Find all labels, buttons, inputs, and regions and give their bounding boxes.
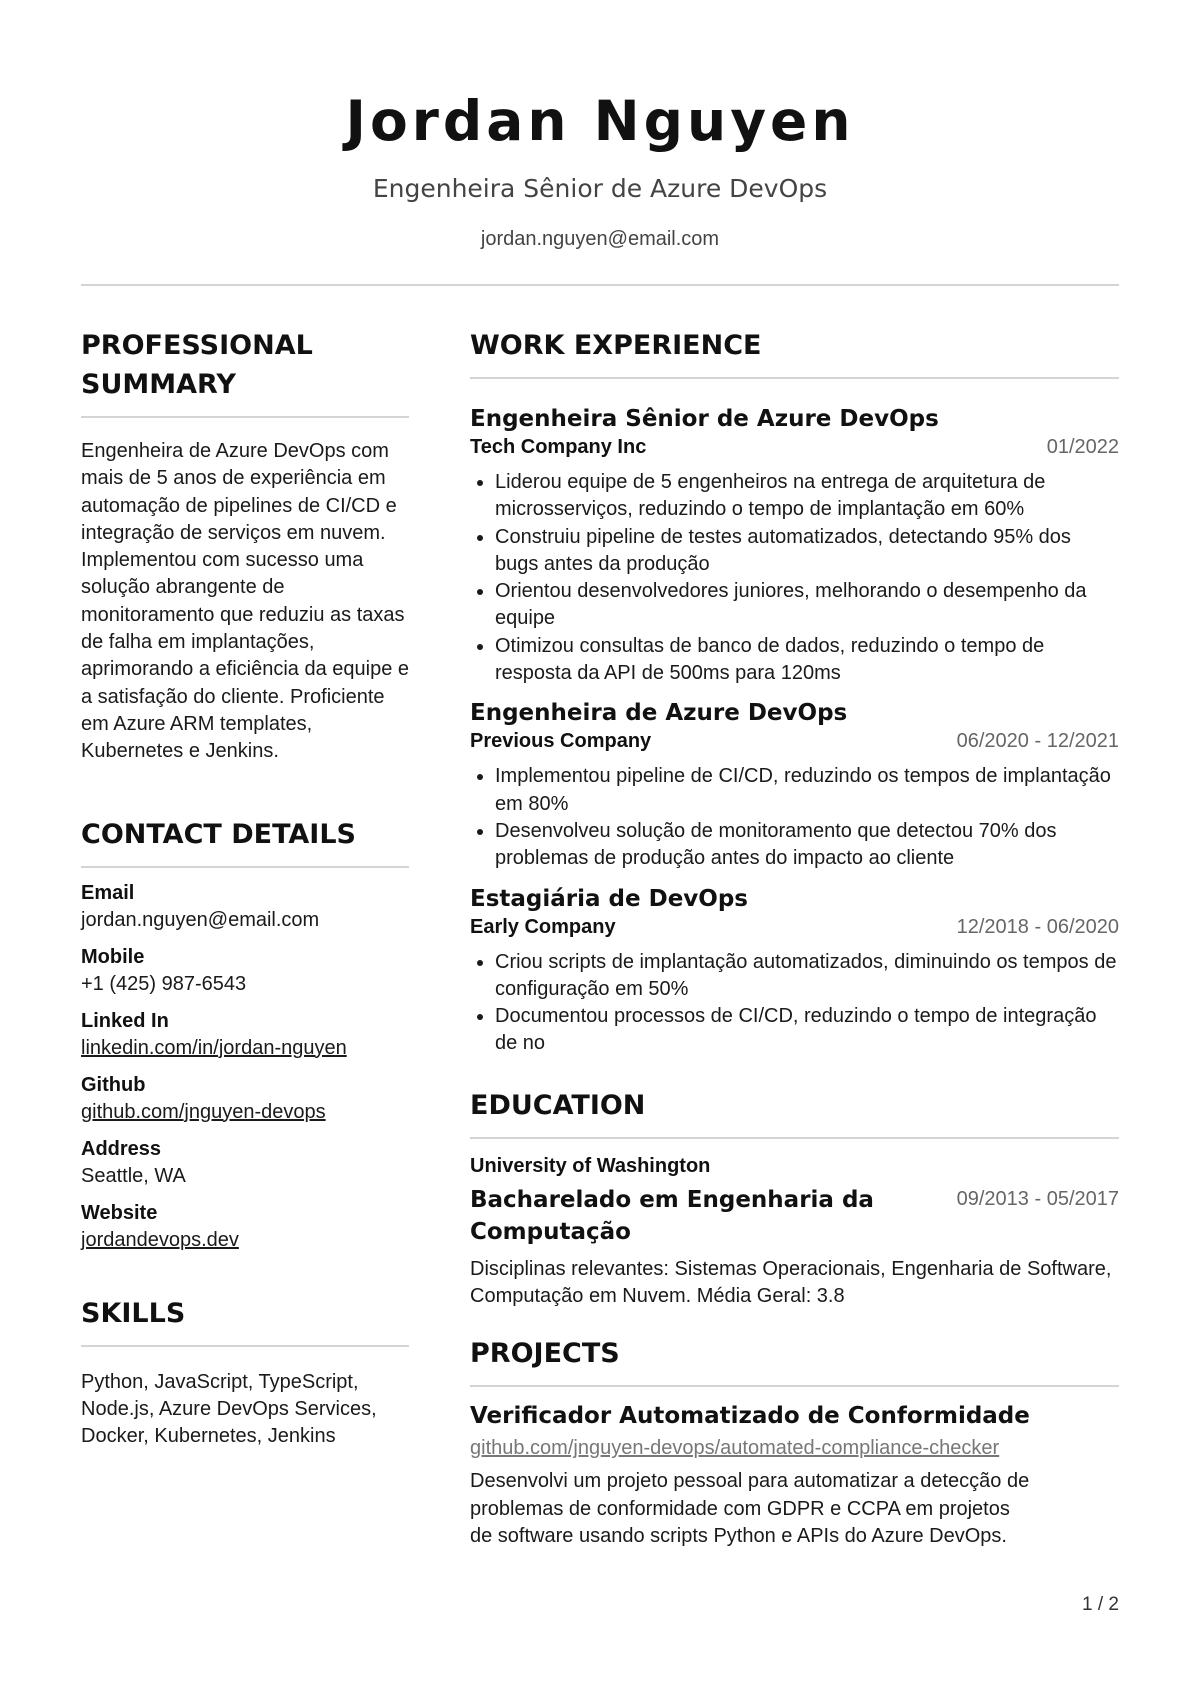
job-entry bbox=[470, 404, 1119, 687]
summary-heading bbox=[81, 326, 409, 404]
contact-label-linkedin: Linked In bbox=[81, 1009, 169, 1032]
contact-value-email: jordan.nguyen@email.com bbox=[81, 908, 320, 931]
resume-header bbox=[81, 0, 1119, 252]
linkedin-link[interactable]: linkedin.com/in/jordan-nguyen bbox=[81, 1036, 347, 1059]
education-divider bbox=[470, 1137, 1119, 1139]
skills-section bbox=[81, 1294, 409, 1451]
skills-divider bbox=[81, 1345, 409, 1347]
contact-label-email: Email bbox=[81, 881, 135, 904]
experience-section bbox=[470, 326, 1119, 1058]
left-column bbox=[81, 326, 409, 1450]
right-column bbox=[470, 326, 1119, 1550]
job-entry bbox=[470, 884, 1119, 1058]
projects-section bbox=[470, 1334, 1119, 1550]
experience-divider bbox=[470, 377, 1119, 379]
summary-heading-line1: PROFESSIONAL bbox=[81, 330, 313, 361]
education-date: 09/2013 - 05/2017 bbox=[956, 1187, 1119, 1210]
job-entry bbox=[470, 698, 1119, 872]
job-meta bbox=[470, 434, 1119, 461]
job-title: Engenheira de Azure DevOps bbox=[470, 700, 848, 727]
contact-value-address: Seattle, WA bbox=[81, 1164, 186, 1187]
contact-heading: CONTACT DETAILS bbox=[81, 818, 356, 850]
contact-section bbox=[81, 815, 409, 1254]
project-title: Verificador Automatizado de Conformidade bbox=[470, 1403, 1030, 1430]
projects-heading: PROJECTS bbox=[470, 1338, 620, 1370]
job-date: 12/2018 - 06/2020 bbox=[956, 915, 1119, 938]
summary-text: Engenheira de Azure DevOps com mais de 5 anos de experiência em automação de pipelines de CI/CD e integração de serviços em nuvem. Implementou com sucesso uma solução abrangente de monitoramento que reduziu as taxas de falha em implantações, aprimorando a eficiência da equipe e a satisfação do cliente. Proficiente em Azure ARM templates, Kubernetes e Jenkins. bbox=[81, 440, 409, 763]
summary-divider bbox=[81, 416, 409, 418]
header-divider bbox=[81, 284, 1119, 286]
contact-label-website: Website bbox=[81, 1201, 158, 1224]
job-bullet: • Criou scripts de implantação automatizados, diminuindo os tempos de configuração em 50% bbox=[495, 949, 1119, 1004]
github-link[interactable]: github.com/jnguyen-devops bbox=[81, 1100, 326, 1123]
job-meta bbox=[470, 728, 1119, 755]
job-bullets bbox=[470, 949, 1119, 1058]
project-link[interactable]: github.com/jnguyen-devops/automated-compliance-checker bbox=[470, 1437, 1000, 1460]
education-description: Disciplinas relevantes: Sistemas Operacionais, Engenharia de Software, Computação em Nuvem. Média Geral: 3.8 bbox=[470, 1257, 1112, 1308]
job-bullet: • Otimizou consultas de banco de dados, reduzindo o tempo de resposta da API de 500ms para 120ms bbox=[495, 633, 1119, 688]
resume-page bbox=[81, 0, 1119, 1547]
summary-heading-line2: SUMMARY bbox=[81, 369, 236, 400]
education-row bbox=[470, 1184, 1119, 1248]
job-bullets bbox=[470, 763, 1119, 872]
job-bullet: • Implementou pipeline de CI/CD, reduzindo os tempos de implantação em 80% bbox=[495, 763, 1119, 818]
contact-divider bbox=[81, 866, 409, 868]
job-company: Previous Company bbox=[470, 730, 652, 753]
job-bullet: • Construiu pipeline de testes automatizados, detectando 95% dos bugs antes da produção bbox=[495, 524, 1119, 579]
education-section bbox=[470, 1086, 1119, 1311]
job-bullet: • Liderou equipe de 5 engenheiros na entrega de arquitetura de microsserviços, reduzindo o tempo de implantação em 60% bbox=[495, 469, 1119, 524]
education-degree: Bacharelado em Engenharia da Computação bbox=[470, 1186, 874, 1245]
contact-list bbox=[81, 880, 409, 1254]
job-title: Estagiária de DevOps bbox=[470, 885, 748, 912]
education-school: University of Washington bbox=[470, 1154, 711, 1177]
skills-text: Python, JavaScript, TypeScript, Node.js, Azure DevOps Services, Docker, Kubernetes, Jenkins bbox=[81, 1370, 377, 1448]
job-bullet: • Documentou processos de CI/CD, reduzindo o tempo de integração de no bbox=[495, 1003, 1119, 1058]
job-meta bbox=[470, 914, 1119, 941]
skills-heading: SKILLS bbox=[81, 1297, 186, 1329]
contact-label-address: Address bbox=[81, 1137, 162, 1160]
contact-value-mobile: +1 (425) 987-6543 bbox=[81, 972, 247, 995]
job-title: Engenheira Sênior de Azure DevOps bbox=[470, 406, 939, 432]
contact-label-github: Github bbox=[81, 1073, 146, 1096]
website-link[interactable]: jordandevops.dev bbox=[81, 1228, 239, 1251]
job-bullet: • Desenvolveu solução de monitoramento que detectou 70% dos problemas de produção antes do impacto ao cliente bbox=[495, 818, 1119, 873]
projects-divider bbox=[470, 1385, 1119, 1387]
job-bullet: • Orientou desenvolvedores juniores, melhorando o desempenho da equipe bbox=[495, 578, 1119, 633]
project-description: Desenvolvi um projeto pessoal para automatizar a detecção de problemas de conformidade com GDPR e CCPA em projetos de software usando scripts Python e APIs do Azure DevOps. bbox=[470, 1470, 1030, 1547]
job-date: 06/2020 - 12/2021 bbox=[956, 730, 1119, 753]
job-date: 01/2022 bbox=[1046, 436, 1119, 458]
education-heading: EDUCATION bbox=[470, 1089, 646, 1121]
job-bullets bbox=[470, 469, 1119, 687]
page-number: 1 / 2 bbox=[1082, 1594, 1119, 1615]
header-email: jordan.nguyen@email.com bbox=[480, 228, 720, 250]
candidate-role: Engenheira Sênior de Azure DevOps bbox=[372, 174, 828, 203]
contact-label-mobile: Mobile bbox=[81, 945, 145, 968]
job-company: Early Company bbox=[470, 915, 616, 938]
job-company: Tech Company Inc bbox=[470, 436, 647, 458]
candidate-name: Jordan Nguyen bbox=[345, 89, 855, 153]
experience-heading: WORK EXPERIENCE bbox=[470, 330, 762, 361]
summary-section bbox=[81, 326, 409, 766]
